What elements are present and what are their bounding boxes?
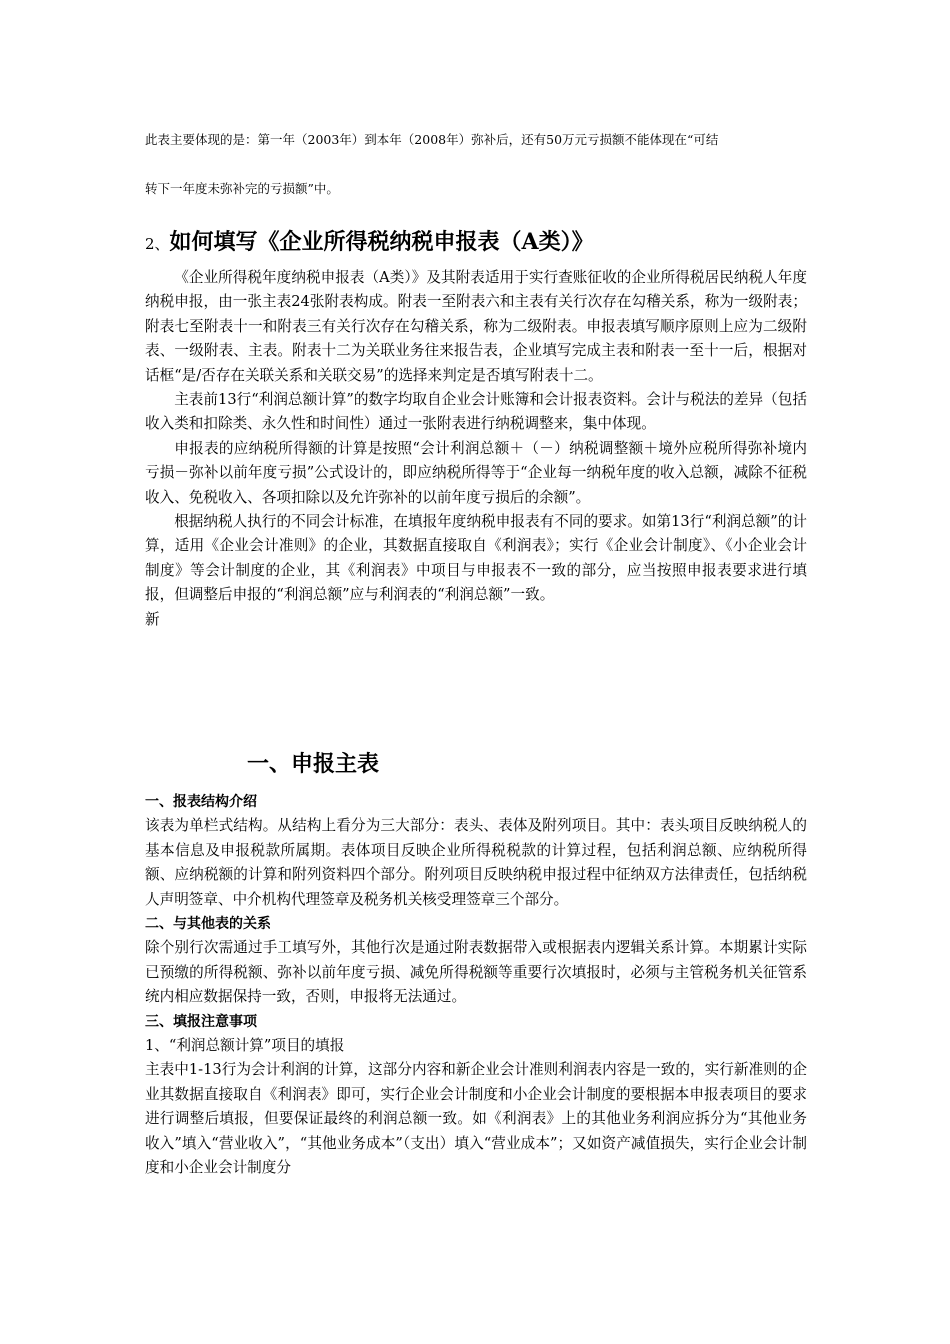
subsection-title: 一、报表结构介绍	[145, 794, 257, 810]
paragraph: 申报表的应纳税所得额的计算是按照“会计利润总额＋（－）纳税调整额＋境外应税所得弥补境内亏损－弥补以前年度亏损”公式设计的，即应纳税所得等于“企业每一纳税年度的收入总额，减除不征税收入、免税收入、各项扣除以及允许弥补的以前年度亏损后的余额”。	[145, 439, 807, 506]
section-2-number: 2、	[145, 235, 170, 253]
trailing-char: 新	[145, 610, 160, 628]
paragraph: 《企业所得税年度纳税申报表（A类）》及其附表适用于实行查账征收的企业所得税居民纳税人年度纳税申报，由一张主表24张附表构成。附表一至附表六和主表有关行次存在勾稽关系，称为一级附表；附表七至附表十一和附表三有关行次存在勾稽关系，称为二级附表。申报表填写顺序原则上应为二级附表、一级附表、主表。附表十二为关联业务往来报告表，企业填写完成主表和附表一至十一后，根据对话框“是/否存在关联关系和关联交易”的选择来判定是否填写附表十二。	[145, 269, 807, 384]
paragraph: 主表前13行“利润总额计算”的数字均取自企业会计账簿和会计报表资料。会计与税法的差异（包括收入类和扣除类、永久性和时间性）通过一张附表进行纳税调整来，集中体现。	[145, 391, 807, 433]
intro-line-2: 转下一年度未弥补完的亏损额”中。	[145, 181, 339, 196]
subsection-title: 二、与其他表的关系	[145, 916, 271, 933]
subsection-title: 三、填报注意事项	[145, 1013, 257, 1030]
paragraph: 除个别行次需通过手工填写外，其他行次是通过附表数据带入或根据表内逻辑关系计算。本期累计实际已预缴的所得税额、弥补以前年度亏损、减免所得税额等重要行次填报时，必须与主管税务机关征管系统内相应数据保持一致，否则，申报将无法通过。	[145, 939, 807, 1006]
section-2-title: 如何填写《企业所得税纳税申报表（A类）》	[169, 229, 594, 255]
paragraph: 根据纳税人执行的不同会计标准，在填报年度纳税申报表有不同的要求。如第13行“利润总额”的计算，适用《企业会计准则》的企业，其数据直接取自《利润表》；实行《企业会计制度》、《小企业会计制度》等会计制度的企业，其《利润表》中项目与申报表不一致的部分，应当按照申报表要求进行填报，但调整后申报的“利润总额”应与利润表的“利润总额”一致。	[145, 513, 807, 604]
chapter-1-body	[145, 790, 807, 1181]
paragraph: 主表中1-13行为会计利润的计算，这部分内容和新企业会计准则利润表内容是一致的，实行新准则的企业其数据直接取自《利润表》即可，实行企业会计制度和小企业会计制度的要根据本申报表项目的要求进行调整后填报，但要保证最终的利润总额一致。如《利润表》上的其他业务利润应拆分为“其他业务收入”填入“营业收入”，“其他业务成本”（支出）填入“营业成本”；又如资产减值损失，实行企业会计制度和小企业会计制度分	[145, 1061, 807, 1177]
item-title: 1、“利润总额计算”项目的填报	[145, 1037, 345, 1055]
intro-line-1: 此表主要体现的是：第一年（2003年）到本年（2008年）弥补后，还有50万元亏损额不能体现在“可结	[145, 132, 719, 147]
paragraph: 该表为单栏式结构。从结构上看分为三大部分：表头、表体及附列项目。其中：表头项目反映纳税人的基本信息及申报税款所属期。表体项目反映企业所得税税款的计算过程，包括利润总额、应纳税所得额、应纳税额的计算和附列资料四个部分。附列项目反映纳税申报过程中征纳双方法律责任，包括纳税人声明签章、中介机构代理签章及税务机关核受理签章三个部分。	[145, 817, 807, 908]
chapter-1-title: 一、申报主表	[247, 752, 380, 777]
section-2-body	[145, 266, 807, 632]
section-2-heading	[145, 226, 594, 260]
